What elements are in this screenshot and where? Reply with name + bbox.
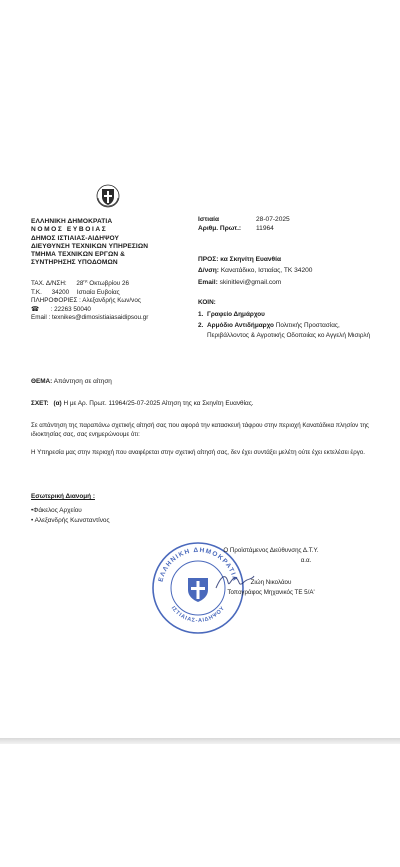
cc-title: Γραφείο Δημάρχου	[207, 311, 265, 319]
street-label: ΤΑΧ. Δ/ΝΣΗ:	[31, 280, 67, 288]
street-line	[31, 277, 221, 289]
postcode-line	[31, 289, 221, 298]
distribution-item: •Φάκελος Αρχείου	[31, 507, 82, 514]
reference-line	[31, 400, 254, 408]
letterhead-line: ΣΥΝΤΗΡΗΣΗΣ ΥΠΟΔΟΜΩΝ	[31, 259, 118, 267]
cc-item	[198, 321, 373, 342]
cc-title: Αρμόδιο Αντιδήμαρχο	[207, 321, 274, 329]
sender-address	[31, 277, 221, 323]
cc-body	[207, 321, 373, 342]
signatory-role: Τοπογράφος Μηχανικός ΤΕ 5/Α'	[227, 589, 315, 596]
street-number: 28	[76, 280, 84, 288]
subject-label: ΘΕΜΑ:	[31, 378, 53, 385]
recipient-email-label: Email:	[198, 278, 218, 286]
info-line: ΠΛΗΡΟΦΟΡΙΕΣ : Αλεξανδρής Κων/νος	[31, 297, 141, 305]
recipient-email: skinitlevi@gmail.com	[219, 278, 282, 286]
letterhead-line: ΝΟΜΟΣ ΕΥΒΟΙΑΣ	[31, 226, 108, 234]
handwritten-signature-icon	[214, 570, 256, 594]
sender-email: Email : texnikes@dimosistiaiasaidipsou.gr	[31, 314, 149, 322]
subject-text: Απάντηση σε αίτηση	[53, 378, 112, 385]
postcode: 34200	[51, 288, 70, 296]
distribution-heading: Εσωτερική Διανομή :	[31, 493, 95, 500]
place-label: Ιστιαία	[198, 216, 220, 223]
stamp-text-top: ΕΛΛΗΝΙΚΗ ΔΗΜΟΚΡΑΤΙΑ	[157, 546, 239, 583]
stamp-text-bottom: ΙΣΤΙΑΙΑΣ-ΑΙΔΗΨΟΥ	[169, 605, 227, 625]
phone-icon: ☎	[31, 305, 39, 313]
date-row	[198, 216, 290, 225]
bottom-margin	[0, 744, 400, 867]
reference-label: ΣΧΕΤ:	[31, 400, 49, 407]
body-paragraph: Σε απάντηση της παραπάνω σχετικής αίτησή σας που αφορά την κατασκευή τάφρου στην περιοχή Κανατάδικα πλησίον της ιδιοκτησίας σας, σας ενημερώνουμε ότι:	[31, 422, 369, 438]
protocol-label: Αριθμ. Πρωτ.:	[198, 224, 242, 232]
protocol-row	[198, 225, 290, 234]
recipient-address: Κανατάδικο, Ιστιαίας, ΤΚ 34200	[220, 267, 313, 275]
cc-number: 2.	[198, 321, 204, 329]
signatory-title: Ο Προϊστάμενος Διεύθυνσης Δ.Τ.Υ.	[223, 547, 319, 554]
distribution-item: • Αλεξανδρής Κωνσταντίνος	[31, 517, 110, 524]
internal-distribution	[31, 492, 110, 526]
cc-heading: ΚΟΙΝ:	[198, 299, 216, 306]
document-date: 28-07-2025	[256, 216, 290, 223]
phone-line	[31, 306, 221, 315]
street-superscript: ης	[83, 278, 88, 283]
document-meta	[198, 216, 290, 233]
letterhead-line: ΤΜΗΜΑ ΤΕΧΝΙΚΩΝ ΕΡΓΩΝ &	[31, 251, 126, 259]
subject-line	[31, 378, 112, 386]
recipient-label: ΠΡΟΣ:	[198, 256, 219, 263]
cc-block	[198, 298, 373, 342]
recipient-line	[198, 254, 312, 265]
recipient-address-line	[198, 265, 312, 276]
protocol-number: 11964	[256, 224, 274, 232]
hellenic-emblem-icon	[96, 184, 120, 208]
recipient-address-label: Δ/νση:	[198, 267, 219, 275]
letterhead	[31, 218, 221, 268]
postcode-label: Τ.Κ.	[31, 288, 42, 296]
letterhead-line: ΕΛΛΗΝΙΚΗ ΔΗΜΟΚΡΑΤΙΑ	[31, 218, 113, 225]
signatory-proxy: α.α.	[300, 557, 312, 564]
phone-number: : 22263 50040	[50, 305, 91, 313]
recipient-block	[198, 254, 312, 288]
body-paragraph: Η Υπηρεσία μας στην περιοχή που αναφέρεται στην σχετική αίτησή σας, δεν έχει συντάξει μελέτη ούτε έχει εκτελέσει έργο.	[31, 449, 365, 456]
cc-number: 1.	[198, 311, 204, 319]
reference-text: Η με Αρ. Πρωτ. 11964/25-07-2025 Αίτηση της κα Σκηνίτη Ευανθίας.	[63, 400, 254, 407]
cc-detail: Πολιτικής Προστασίας, Περιβάλλοντος & Αγροτικής Οδοποιίας κο Αγγελή Μισιρλή	[207, 321, 371, 340]
recipient-name: κα Σκηνίτη Ευανθία	[220, 256, 282, 263]
cc-item	[198, 310, 373, 320]
reference-marker: (α)	[53, 400, 62, 407]
letterhead-line: ΔΙΕΥΘΥΝΣΗ ΤΕΧΝΙΚΩΝ ΥΠΗΡΕΣΙΩΝ	[31, 242, 149, 250]
letterhead-line: ΔΗΜΟΣ ΙΣΤΙΑΙΑΣ-ΑΙΔΗΨΟΥ	[31, 234, 120, 242]
signatory-name: Ζιώη Νικολάου	[250, 579, 292, 586]
city: Ιστιαία Ευβοίας	[76, 288, 120, 296]
street-name: Οκτωβρίου 26	[89, 280, 129, 288]
recipient-email-line	[198, 277, 312, 288]
